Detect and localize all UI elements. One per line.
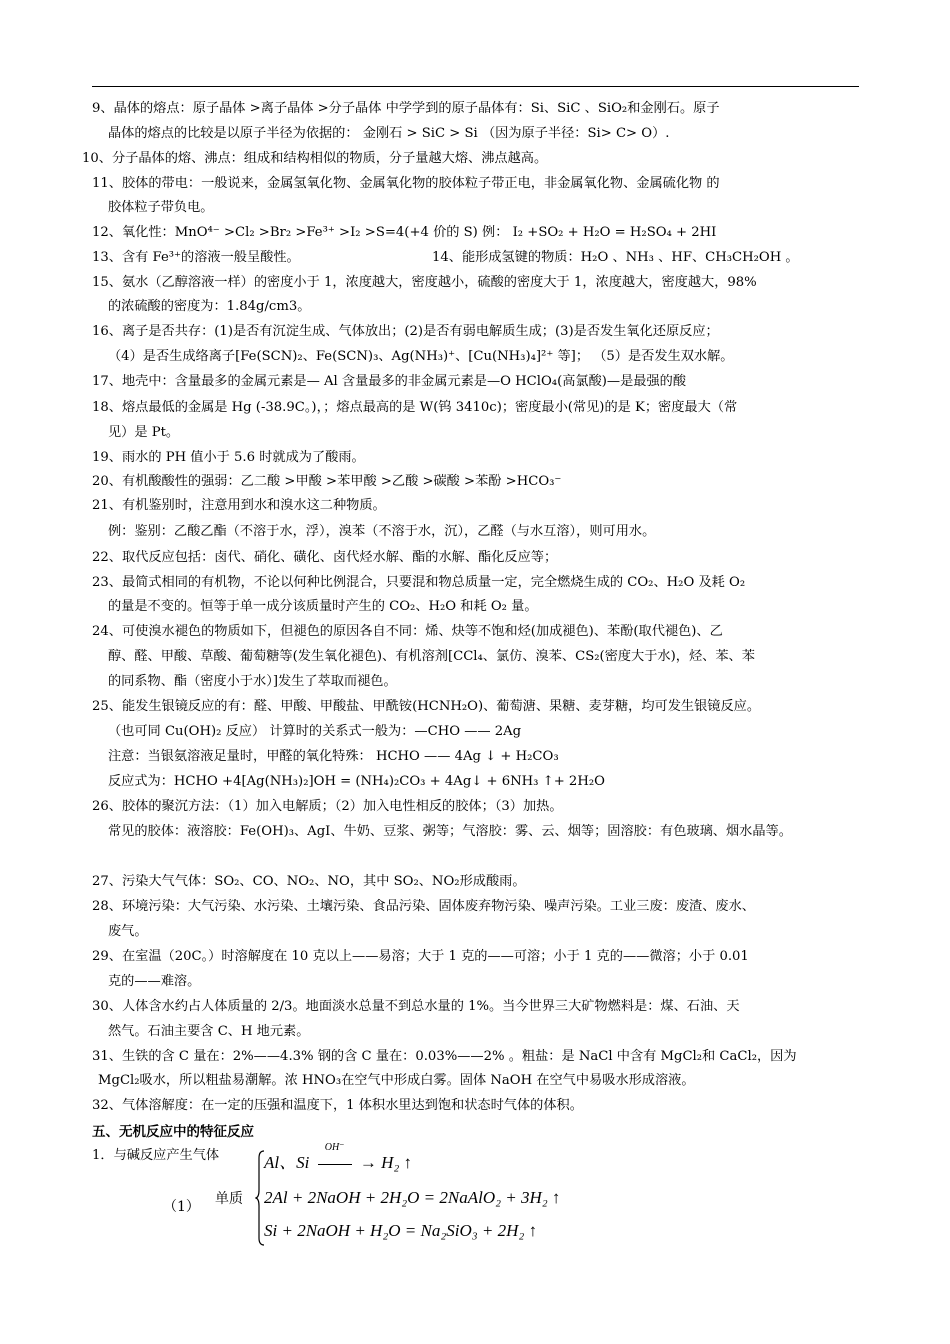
item-25-line3: 注意：当银氨溶液足量时，甲醛的氧化特殊： HCHO —— 4Ag ↓ + H₂CO₃: [108, 749, 559, 764]
item-25-line4: 反应式为：HCHO +4[Ag(NH₃)₂]OH = (NH₄)₂CO₃ + 4Ag↓ + 6NH₃ ↑+ 2H₂O: [108, 774, 605, 789]
item-15-line2: 的浓硫酸的密度为：1.84g/cm3。: [108, 299, 311, 314]
equation-group-label: 单质: [215, 1191, 243, 1207]
equation-2: 2Al + 2NaOH + 2H₂O = 2NaAlO₂ + 3H₂ ↑: [264, 1188, 561, 1207]
item-10: 10、分子晶体的熔、沸点：组成和结构相似的物质，分子量越大熔、沸点越高。: [82, 151, 548, 166]
section-heading: 五、无机反应中的特征反应: [92, 1124, 254, 1140]
item-11-line2: 胶体粒子带负电。: [108, 200, 214, 215]
item-16-line2: （4）是否生成络离子[Fe(SCN)₂、Fe(SCN)₃、Ag(NH₃)⁺、[Cu(NH₃)₄]²⁺ 等]； （5）是否发生双水解。: [108, 349, 734, 364]
item-29-line1: 29、在室温（20C。）时溶解度在 10 克以上——易溶；大于 1 克的——可溶；小于 1 克的——微溶；小于 0.01: [92, 949, 749, 964]
header-rule: [92, 86, 859, 87]
subheading-base-gas: 1．与碱反应产生气体: [92, 1148, 220, 1163]
item-32: 32、气体溶解度：在一定的压强和温度下，1 体积水里达到饱和状态时气体的体积。: [92, 1098, 583, 1113]
item-12: 12、氧化性：MnO⁴⁻ >Cl₂ >Br₂ >Fe³⁺ >I₂ >S=4(+4 价的 S) 例： I₂ +SO₂ + H₂O = H₂SO₄ + 2HI: [92, 225, 717, 240]
item-28-line1: 28、环境污染：大气污染、水污染、土壤污染、食品污染、固体废弃物污染、噪声污染。工业三废：废渣、废水、: [92, 899, 755, 914]
equation-1-reactants: Al、Si: [264, 1153, 310, 1172]
item-28-line2: 废气。: [108, 924, 148, 939]
item-25-line2: （也可同 Cu(OH)₂ 反应） 计算时的关系式一般为：—CHO —— 2Ag: [108, 724, 522, 739]
item-22: 22、取代反应包括：卤代、硝化、磺化、卤代烃水解、酯的水解、酯化反应等；: [92, 550, 558, 565]
item-17: 17、地壳中：含量最多的金属元素是— Al 含量最多的非金属元素是—O HClO₄(高氯酸)—是最强的酸: [92, 374, 687, 389]
item-24-line1: 24、可使溴水褪色的物质如下，但褪色的原因各自不同：烯、炔等不饱和烃(加成褪色)、苯酚(取代褪色)、乙: [92, 624, 723, 639]
equation-1-products: → H₂ ↑: [359, 1153, 413, 1172]
equation-number: （1）: [163, 1199, 200, 1215]
item-15-line1: 15、氨水（乙醇溶液一样）的密度小于 1，浓度越大，密度越小，硫酸的密度大于 1，浓度越大，密度越大，98%: [92, 275, 757, 290]
item-30-line2: 然气。石油主要含 C、H 地元素。: [108, 1024, 310, 1039]
item-20: 20、有机酸酸性的强弱：乙二酸 >甲酸 >苯甲酸 >乙酸 >碳酸 >苯酚 >HCO₃⁻: [92, 474, 562, 489]
item-29-line2: 克的——难溶。: [108, 974, 201, 989]
item-30-line1: 30、人体含水约占人体质量的 2/3。地面淡水总量不到总水量的 1%。当今世界三大矿物燃料是：煤、石油、天: [92, 999, 740, 1014]
item-25-line1: 25、能发生银镜反应的有：醛、甲酸、甲酸盐、甲酰铵(HCNH₂O)、葡萄溏、果糖、麦芽糖，均可发生银镜反应。: [92, 699, 761, 714]
item-26-line1: 26、胶体的聚沉方法：（1）加入电解质；（2）加入电性相反的胶体；（3）加热。: [92, 799, 563, 814]
item-27: 27、污染大气气体：SO₂、CO、NO₂、NO，其中 SO₂、NO₂形成酸雨。: [92, 874, 526, 889]
item-23-line1: 23、最简式相同的有机物，不论以何种比例混合，只要混和物总质量一定，完全燃烧生成的 CO₂、H₂O 及耗 O₂: [92, 575, 746, 590]
item-31-line2: MgCl₂吸水，所以粗盐易潮解。浓 HNO₃在空气中形成白雾。固体 NaOH 在空气中易吸水形成溶液。: [98, 1073, 695, 1088]
equation-1-condition: OH⁻: [324, 1142, 345, 1153]
item-21-line1: 21、有机鉴别时，注意用到水和溴水这二种物质。: [92, 498, 386, 513]
item-24-line2: 醇、醛、甲酸、草酸、葡萄糖等(发生氧化褪色)、有机溶剂[CCl₄、氯仿、溴苯、CS₂(密度大于水)，烃、苯、苯: [108, 649, 755, 664]
item-14: 14、能形成氢键的物质：H₂O 、NH₃ 、HF、CH₃CH₂OH 。: [432, 250, 799, 265]
item-21-line2: 例：鉴别：乙酸乙酯（不溶于水，浮），溴苯（不溶于水，沉），乙醛（与水互溶），则可用水。: [108, 524, 656, 539]
item-19: 19、雨水的 PH 值小于 5.6 时就成为了酸雨。: [92, 450, 365, 465]
equation-3: Si + 2NaOH + H₂O = Na₂SiO₃ + 2H₂ ↑: [264, 1221, 538, 1240]
item-18-line1: 18、熔点最低的金属是 Hg (-38.9C。)，；熔点最高的是 W(钨 3410c)；密度最小(常见)的是 K；密度最大（常: [92, 400, 738, 415]
item-24-line3: 的同系物、酯（密度小于水）]发生了萃取而褪色。: [108, 674, 397, 689]
item-11-line1: 11、胶体的带电：一般说来，金属氢氧化物、金属氧化物的胶体粒子带正电，非金属氧化物、金属硫化物 的: [92, 176, 720, 191]
item-31-line1: 31、生铁的含 C 量在：2%——4.3% 钢的含 C 量在：0.03%——2% 。粗盐：是 NaCl 中含有 MgCl₂和 CaCl₂，因为: [92, 1049, 797, 1064]
item-9-line1: 9、晶体的熔点：原子晶体 >离子晶体 >分子晶体 中学学到的原子晶体有：Si、SiC 、SiO₂和金刚石。原子: [92, 101, 720, 116]
item-16-line1: 16、离子是否共存：(1)是否有沉淀生成、气体放出；(2)是否有弱电解质生成；(3)是否发生氧化还原反应；: [92, 324, 719, 339]
item-26-line2: 常见的胶体：液溶胶：Fe(OH)₃、AgI、牛奶、豆浆、粥等；气溶胶：雾、云、烟等；固溶胶：有色玻璃、烟水晶等。: [108, 824, 792, 839]
item-23-line2: 的量是不变的。恒等于单一成分该质量时产生的 CO₂、H₂O 和耗 O₂ 量。: [108, 599, 538, 614]
equation-1-arrow-line: [318, 1164, 352, 1165]
equation-1: [264, 1142, 413, 1174]
item-13: 13、含有 Fe³⁺的溶液一般呈酸性。: [92, 250, 300, 265]
item-18-line2: 见）是 Pt。: [108, 425, 180, 440]
item-9-line2: 晶体的熔点的比较是以原子半径为依据的： 金刚石 > SiC > Si （因为原子半径：Si> C> O）.: [108, 126, 670, 141]
